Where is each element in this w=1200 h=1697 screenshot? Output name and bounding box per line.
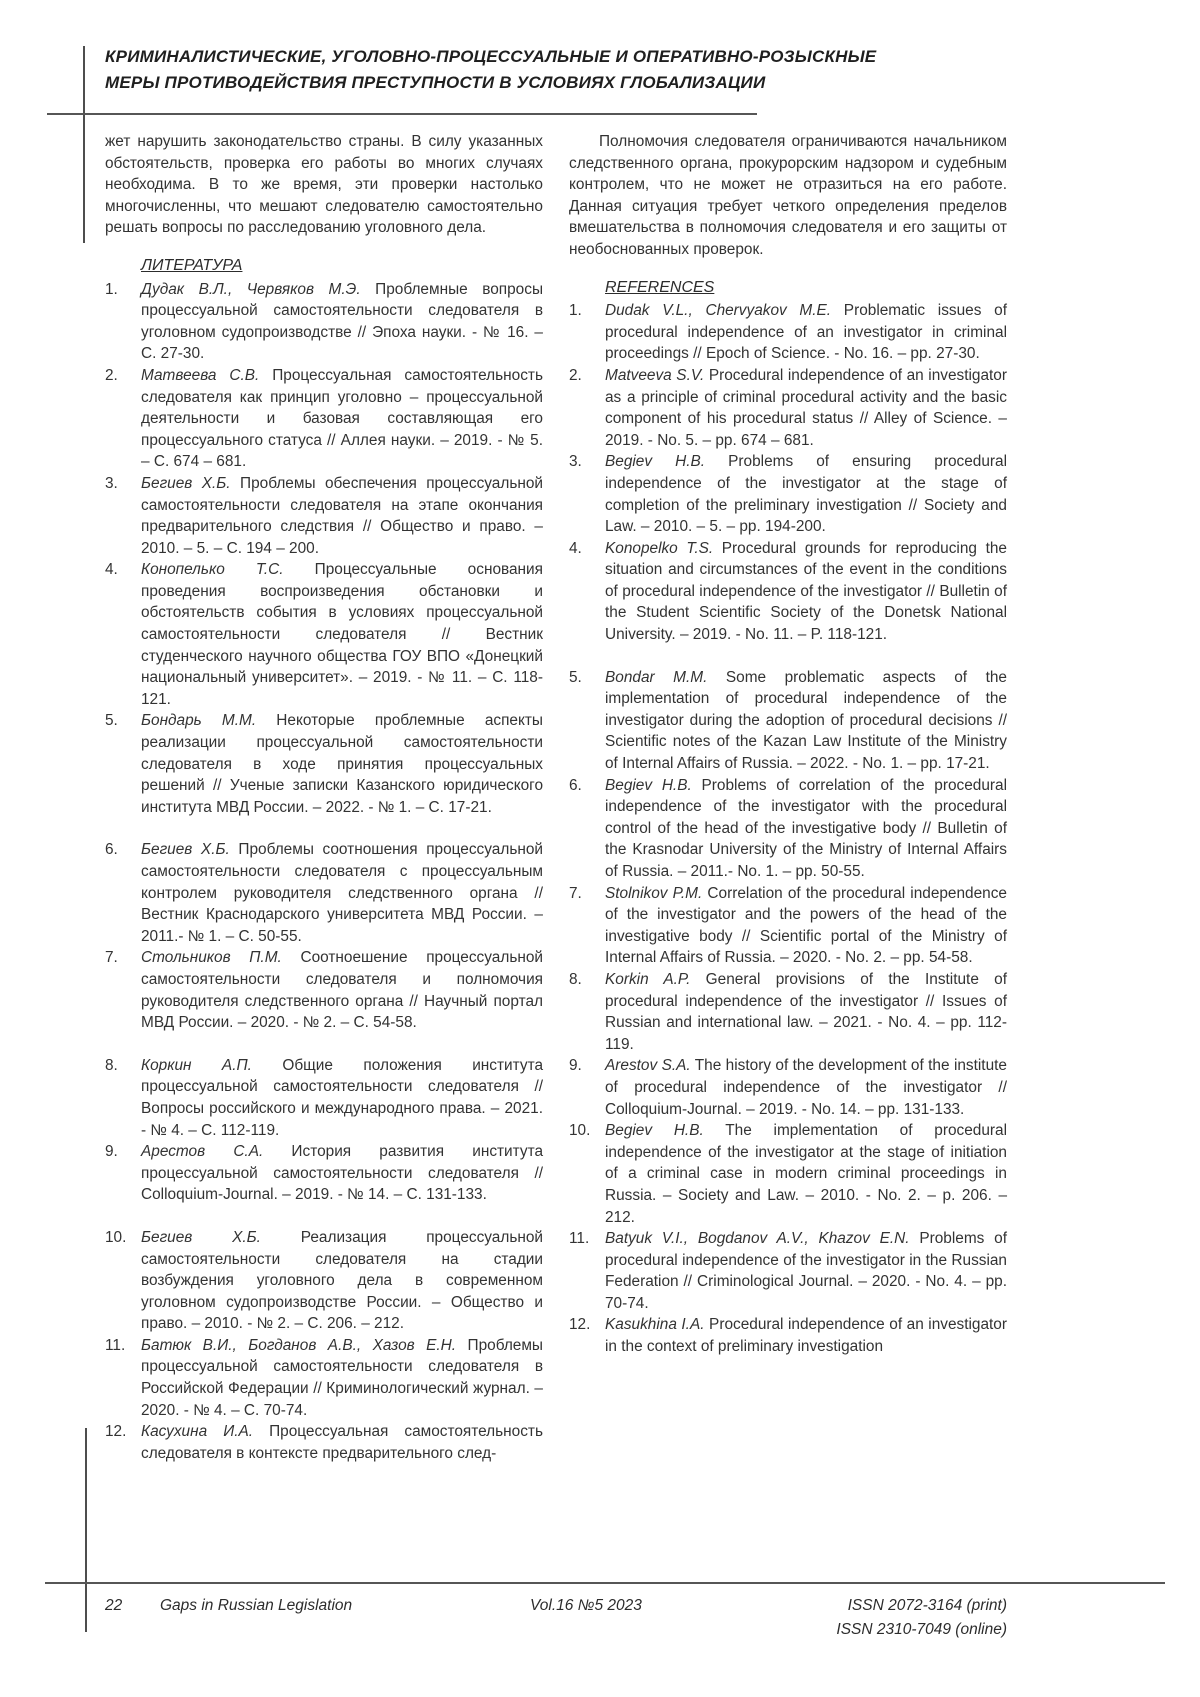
reference-number: 12. — [105, 1423, 127, 1441]
reference-text: Матвеева С.В. Процессуальная самостоятельность следователя как принцип уголовно – процессуальной деятельности и базовая составляющая его процессуального статуса // Аллея науки. – 2019. - № 5. – С. 674 – 681. — [141, 366, 543, 471]
reference-text: Batyuk V.I., Bogdanov A.V., Khazov E.N. Problems of procedural independence of the investigator in the Russian Federation // Criminological Journal. – 2020. - No. 4. – pp. 70-74. — [605, 1230, 1007, 1312]
literature-heading: ЛИТЕРАТУРА — [141, 256, 243, 274]
reference-item — [105, 710, 543, 818]
reference-item — [105, 279, 543, 365]
reference-item — [105, 947, 543, 1033]
two-column-body — [105, 131, 1007, 1464]
reference-author: Бегиев Х.Б. — [141, 1228, 261, 1246]
reference-item — [105, 1055, 543, 1141]
header-divider — [47, 113, 757, 115]
reference-text: Begiev H.B. Problems of correlation of the procedural independence of the investigator with the procedural control of the head of the investigative body // Bulletin of the Krasnodar University of the Ministry of Internal Affairs of Russia. – 2011.- No. 1. – pp. 50-55. — [605, 776, 1007, 880]
reference-text: Коркин А.П. Общие положения института процессуальной самостоятельности следователя // Вопросы российского и международного права. – 2021. - № 4. – С. 112-119. — [141, 1056, 544, 1139]
references-list — [569, 300, 1007, 1358]
reference-number: 8. — [105, 1056, 118, 1074]
reference-item — [105, 1141, 543, 1206]
reference-number: 7. — [105, 949, 118, 967]
reference-author: Батюк В.И., Богданов А.В., Хазов Е.Н. — [141, 1336, 457, 1354]
reference-author: Dudak V.L., Chervyakov M.E. — [605, 302, 832, 320]
reference-text: Конопелько Т.С. Процессуальные основания проведения воспроизведения обстановки и обстоятельств события в условиях процессуальной самостоятельности следователя // Вестник студенческого научного общества ГОУ ВПО «Донецкий национальный университет». – 2019. - № 11. – С. 118-121. — [141, 561, 543, 708]
reference-item — [105, 365, 543, 473]
reference-number: 4. — [105, 561, 118, 579]
reference-number: 11. — [569, 1230, 590, 1248]
reference-text: Бондарь М.М. Некоторые проблемные аспекты реализации процессуальной самостоятельности следователя в ходе принятия процессуальных решений // Ученые записки Казанского юридического института МВД России. – 2022. - № 1. – С. 17-21. — [141, 712, 543, 816]
reference-author: Бондарь М.М. — [141, 712, 257, 730]
literature-list — [105, 279, 543, 1465]
reference-item — [569, 775, 1007, 883]
reference-item — [569, 451, 1007, 537]
reference-number: 4. — [569, 539, 582, 557]
reference-item — [569, 1228, 1007, 1314]
reference-author: Дудак В.Л., Червяков М.Э. — [141, 280, 361, 298]
reference-number: 3. — [569, 453, 582, 471]
reference-item — [569, 1055, 1007, 1120]
reference-author: Kasukhina I.A. — [605, 1316, 705, 1334]
reference-text: Бегиев Х.Б. Проблемы соотношения процессуальной самостоятельности следователя с процессуальным контролем руководителя следственного органа // Вестник Краснодарского университета МВД России. – 2011.- № 1. – С. 50-55. — [141, 841, 543, 945]
reference-item — [105, 559, 543, 710]
reference-text: Дудак В.Л., Червяков М.Э. Проблемные вопросы процессуальной самостоятельности следователя в уголовном судопроизводстве // Эпоха науки. - № 16. – С. 27-30. — [141, 280, 543, 363]
reference-author: Matveeva S.V. — [605, 366, 705, 384]
body-paragraph-russian: жет нарушить законодательство страны. В силу указанных обстоятельств, проверка его работы во многих случаях необходима. В то же время, эти проверки настолько многочисленны, что мешают следователю самостоятельно решать вопросы по расследованию уголовного дела. — [105, 133, 543, 237]
reference-text: Стольников П.М. Соотноешение процессуальной самостоятельности следователя и полномочия руководителя следственного органа // Научный портал МВД России. – 2020. - № 2. – С. 54-58. — [141, 949, 543, 1032]
footer-volume: Vol.16 №5 2023 — [530, 1597, 642, 1614]
reference-author: Арестов С.А. — [141, 1143, 264, 1161]
reference-text: Korkin A.P. General provisions of the Institute of procedural independence of the investigator // Issues of Russian and international law. – 2021. - No. 4. – pp. 112-119. — [605, 970, 1007, 1053]
running-head-line-2: МЕРЫ ПРОТИВОДЕЙСТВИЯ ПРЕСТУПНОСТИ В УСЛОВИЯХ ГЛОБАЛИЗАЦИИ — [105, 73, 766, 92]
reference-text: Kasukhina I.A. Procedural independence of an investigator in the context of preliminary investigation — [605, 1316, 1007, 1356]
reference-item — [569, 538, 1007, 646]
reference-number: 11. — [105, 1336, 126, 1354]
reference-text: Matveeva S.V. Procedural independence of an investigator as a principle of criminal procedural activity and the basic component of his procedural status // Alley of Science. – 2019. - No. 5. – pp. 674 – 681. — [605, 366, 1007, 449]
reference-text: Бегиев Х.Б. Реализация процессуальной самостоятельности следователя на стадии возбуждения уголовного дела в современном уголовном судопроизводстве России. – Общество и право. – 2010. - № 2. – С. 206. – 212. — [141, 1228, 544, 1333]
reference-number: 2. — [569, 366, 582, 384]
reference-text: Arestov S.A. The history of the development of the institute of procedural independence of the investigator // Colloquium-Journal. – 2019. - No. 14. – pp. 131-133. — [605, 1057, 1007, 1118]
reference-item — [105, 1335, 543, 1421]
reference-number: 12. — [569, 1316, 591, 1334]
reference-item — [105, 473, 543, 559]
reference-number: 1. — [569, 302, 582, 320]
reference-author: Korkin A.P. — [605, 970, 691, 988]
reference-text: Begiev H.B. Problems of ensuring procedural independence of the investigator at the stage of completion of the preliminary investigation // Society and Law. – 2010. – 5. – pp. 194-200. — [605, 453, 1007, 536]
reference-number: 7. — [569, 884, 582, 902]
reference-author: Begiev H.B. — [605, 1122, 704, 1140]
right-column — [569, 131, 1007, 1464]
reference-author: Konopelko T.S. — [605, 539, 714, 557]
reference-item — [569, 1314, 1007, 1357]
reference-item — [105, 1227, 543, 1335]
reference-item — [569, 667, 1007, 775]
reference-number: 5. — [569, 668, 582, 686]
left-margin-rule-bottom — [85, 1428, 87, 1632]
issn-print: ISSN 2072-3164 (print) — [847, 1597, 1007, 1614]
reference-item — [569, 883, 1007, 969]
reference-author: Begiev H.B. — [605, 453, 706, 471]
reference-text: Konopelko T.S. Procedural grounds for reproducing the situation and circumstances of the event in the conditions of procedural independence of the investigator // Bulletin of the Student Scientific Society of the Donetsk National University. – 2019. - No. 11. – P. 118-121. — [605, 539, 1007, 644]
reference-item — [569, 300, 1007, 365]
reference-text: Касухина И.А. Процессуальная самостоятельность следователя в контексте предварительного след- — [141, 1423, 543, 1462]
reference-number: 1. — [105, 280, 118, 298]
reference-text: Бегиев Х.Б. Проблемы обеспечения процессуальной самостоятельности следователя на этапе окончания предварительного следствия // Общество и право. – 2010. – 5. – С. 194 – 200. — [141, 474, 543, 557]
reference-number: 9. — [105, 1143, 118, 1161]
reference-author: Bondar M.M. — [605, 668, 708, 686]
reference-number: 2. — [105, 366, 118, 384]
issn-online: ISSN 2310-7049 (online) — [836, 1621, 1007, 1638]
reference-text: Begiev H.B. The implementation of procedural independence of the investigator at the stage of initiation of a criminal case in modern criminal proceedings in Russia. – Society and Law. – 2010. - No. 2. – p. 206. – 212. — [605, 1122, 1007, 1226]
footer-divider — [45, 1582, 1165, 1584]
reference-number: 6. — [569, 776, 582, 794]
references-heading: REFERENCES — [605, 278, 715, 296]
reference-number: 8. — [569, 970, 582, 988]
reference-text: Stolnikov P.M. Correlation of the procedural independence of the investigator and the powers of the head of the investigative body // Scientific portal of the Ministry of Internal Affairs of Russia. – 2020. - No. 2. – pp. 54-58. — [605, 884, 1007, 967]
reference-number: 9. — [569, 1057, 582, 1075]
running-head — [105, 44, 1005, 96]
reference-author: Конопелько Т.С. — [141, 561, 284, 579]
reference-number: 5. — [105, 712, 118, 730]
reference-number: 10. — [105, 1228, 127, 1246]
reference-text: Bondar M.M. Some problematic aspects of the implementation of procedural independence of the investigator during the adoption of procedural decisions // Scientific notes of the Kazan Law Institute of the Ministry of Internal Affairs of Russia. – 2022. - No. 1. – pp. 17-21. — [605, 668, 1007, 773]
reference-number: 3. — [105, 474, 118, 492]
running-head-line-1: КРИМИНАЛИСТИЧЕСКИЕ, УГОЛОВНО-ПРОЦЕССУАЛЬНЫЕ И ОПЕРАТИВНО-РОЗЫСКНЫЕ — [105, 47, 877, 66]
reference-text: Арестов С.А. История развития института процессуальной самостоятельности следователя // Colloquium-Journal. – 2019. - № 14. – С. 131-133. — [141, 1143, 544, 1204]
reference-author: Batyuk V.I., Bogdanov A.V., Khazov E.N. — [605, 1230, 910, 1248]
reference-author: Коркин А.П. — [141, 1056, 252, 1074]
reference-item — [105, 1421, 543, 1464]
footer-journal-title: Gaps in Russian Legislation — [160, 1597, 353, 1614]
reference-author: Бегиев Х.Б. — [141, 474, 231, 492]
body-paragraph-english: Полномочия следователя ограничиваются начальником следственного органа, прокурорским надзором и судебным контролем, что не может не отразиться на его работе. Данная ситуация требует четкого определения пределов вмешательства в полномочия следователя и его защиты от необоснованных проверок. — [569, 133, 1007, 258]
reference-author: Матвеева С.В. — [141, 366, 260, 384]
reference-item — [569, 1120, 1007, 1228]
footer-issn — [836, 1594, 1007, 1642]
reference-number: 10. — [569, 1122, 591, 1140]
reference-author: Arestov S.A. — [605, 1057, 691, 1075]
reference-author: Бегиев Х.Б. — [141, 841, 230, 859]
left-column — [105, 131, 543, 1464]
reference-author: Stolnikov P.M. — [605, 884, 703, 902]
reference-text: Dudak V.L., Chervyakov M.E. Problematic issues of procedural independence of an investigator in criminal proceedings // Epoch of Science. - No. 16. – pp. 27-30. — [605, 302, 1007, 363]
reference-number: 6. — [105, 841, 118, 859]
reference-author: Касухина И.А. — [141, 1423, 254, 1441]
reference-item — [105, 839, 543, 947]
page-number: 22 — [105, 1597, 123, 1614]
reference-item — [569, 969, 1007, 1055]
reference-item — [569, 365, 1007, 451]
reference-author: Begiev H.B. — [605, 776, 692, 794]
reference-text: Батюк В.И., Богданов А.В., Хазов Е.Н. Проблемы процессуальной самостоятельности следователя в Российской Федерации // Криминологический журнал. – 2020. - № 4. – С. 70-74. — [141, 1336, 543, 1419]
left-margin-rule-top — [83, 46, 85, 243]
reference-author: Стольников П.М. — [141, 949, 282, 967]
